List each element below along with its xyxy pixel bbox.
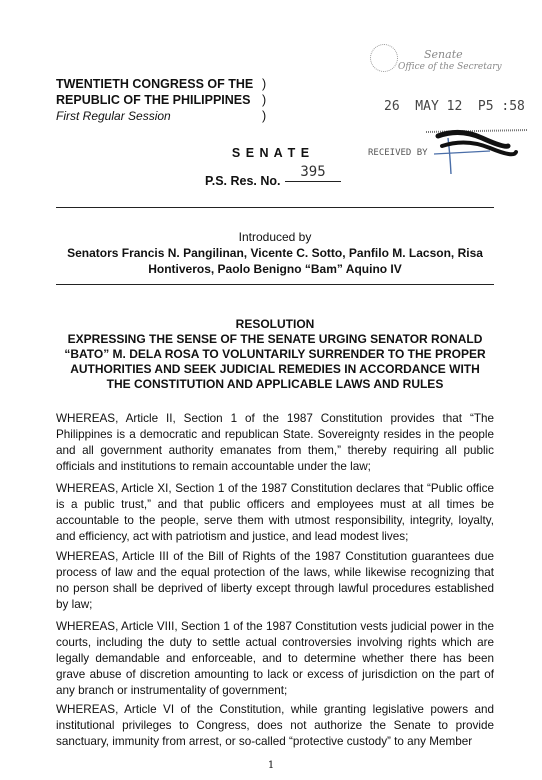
stamp-received: RECEIVED BY: [368, 148, 428, 158]
divider-top: [56, 207, 494, 208]
session-label: First Regular Session: [56, 109, 171, 123]
congress-line-1: TWENTIETH CONGRESS OF THE: [56, 77, 254, 91]
stamp-office-line-2: Office of the Secretary: [398, 62, 502, 72]
signature-mark: [420, 124, 532, 180]
whereas-paragraph-4: WHEREAS, Article VIII, Section 1 of the 1987 Constitution vests judicial power in the courts, including the duty to settle actual controversies involving rights which are legally demandable and enforceable, and to determine whether there has been grave abuse of discretion amounting to lack or excess of jurisdiction on the part of any branch or instrumentality of government;: [56, 620, 494, 697]
resolution-number-value: 395: [285, 164, 341, 182]
senators-line-1: Senators Francis N. Pangilinan, Vicente C. Sotto, Panfilo M. Lacson, Risa: [67, 246, 483, 260]
introduced-by-label: Introduced by: [238, 230, 312, 244]
seal-icon: [370, 44, 398, 72]
whereas-paragraph-1: WHEREAS, Article II, Section 1 of the 1987 Constitution provides that “The Philippines is a democratic and republican State. Sovereignty resides in the people and all government authority emanates from them,” thereby requiring all public officials and institutions to remain accountable under the law;: [56, 412, 494, 473]
senators-line-2: Hontiveros, Paolo Benigno “Bam” Aquino IV: [148, 262, 402, 276]
chamber-label: S E N A T E: [231, 146, 311, 160]
resolution-title-line-1: EXPRESSING THE SENSE OF THE SENATE URGING SENATOR RONALD: [67, 332, 483, 346]
whereas-paragraph-3: WHEREAS, Article III of the Bill of Rights of the 1987 Constitution guarantees due process of law and the equal protection of the laws, while likewise recognizing that no person shall be deprived of liberty except through lawful procedures established by law;: [56, 550, 494, 611]
congress-line-2: REPUBLIC OF THE PHILIPPINES: [56, 93, 251, 107]
resolution-title-line-4: THE CONSTITUTION AND APPLICABLE LAWS AND RULES: [106, 377, 444, 391]
resolution-title-line-3: AUTHORITIES AND SEEK JUDICIAL REMEDIES IN ACCORDANCE WITH: [70, 362, 480, 376]
resolution-number-label: P.S. Res. No.: [205, 174, 281, 188]
bracket-3: ): [262, 109, 267, 123]
divider-bottom: [56, 284, 494, 285]
page-number: 1: [267, 760, 275, 771]
bracket-1: ): [262, 77, 267, 91]
stamp-date: 26 MAY 12 P5 :58: [384, 99, 525, 114]
stamp-office-line-1: Senate: [424, 48, 463, 61]
resolution-heading: RESOLUTION: [235, 317, 315, 331]
whereas-paragraph-2: WHEREAS, Article XI, Section 1 of the 1987 Constitution declares that “Public office is a public trust,” and that public officers and employees must at all times be accountable to the people, serve them with utmost responsibility, integrity, loyalty, and efficiency, act with patriotism and justice, and lead modest lives;: [56, 482, 494, 543]
bracket-2: ): [262, 93, 267, 107]
whereas-paragraph-5: WHEREAS, Article VI of the Constitution, while granting legislative powers and institutional privileges to Congress, does not authorize the Senate to provide sanctuary, immunity from arrest, or so-called “protective custody” to any Member: [56, 703, 494, 748]
resolution-title-line-2: “BATO” M. DELA ROSA TO VOLUNTARILY SURRENDER TO THE PROPER: [64, 347, 486, 361]
